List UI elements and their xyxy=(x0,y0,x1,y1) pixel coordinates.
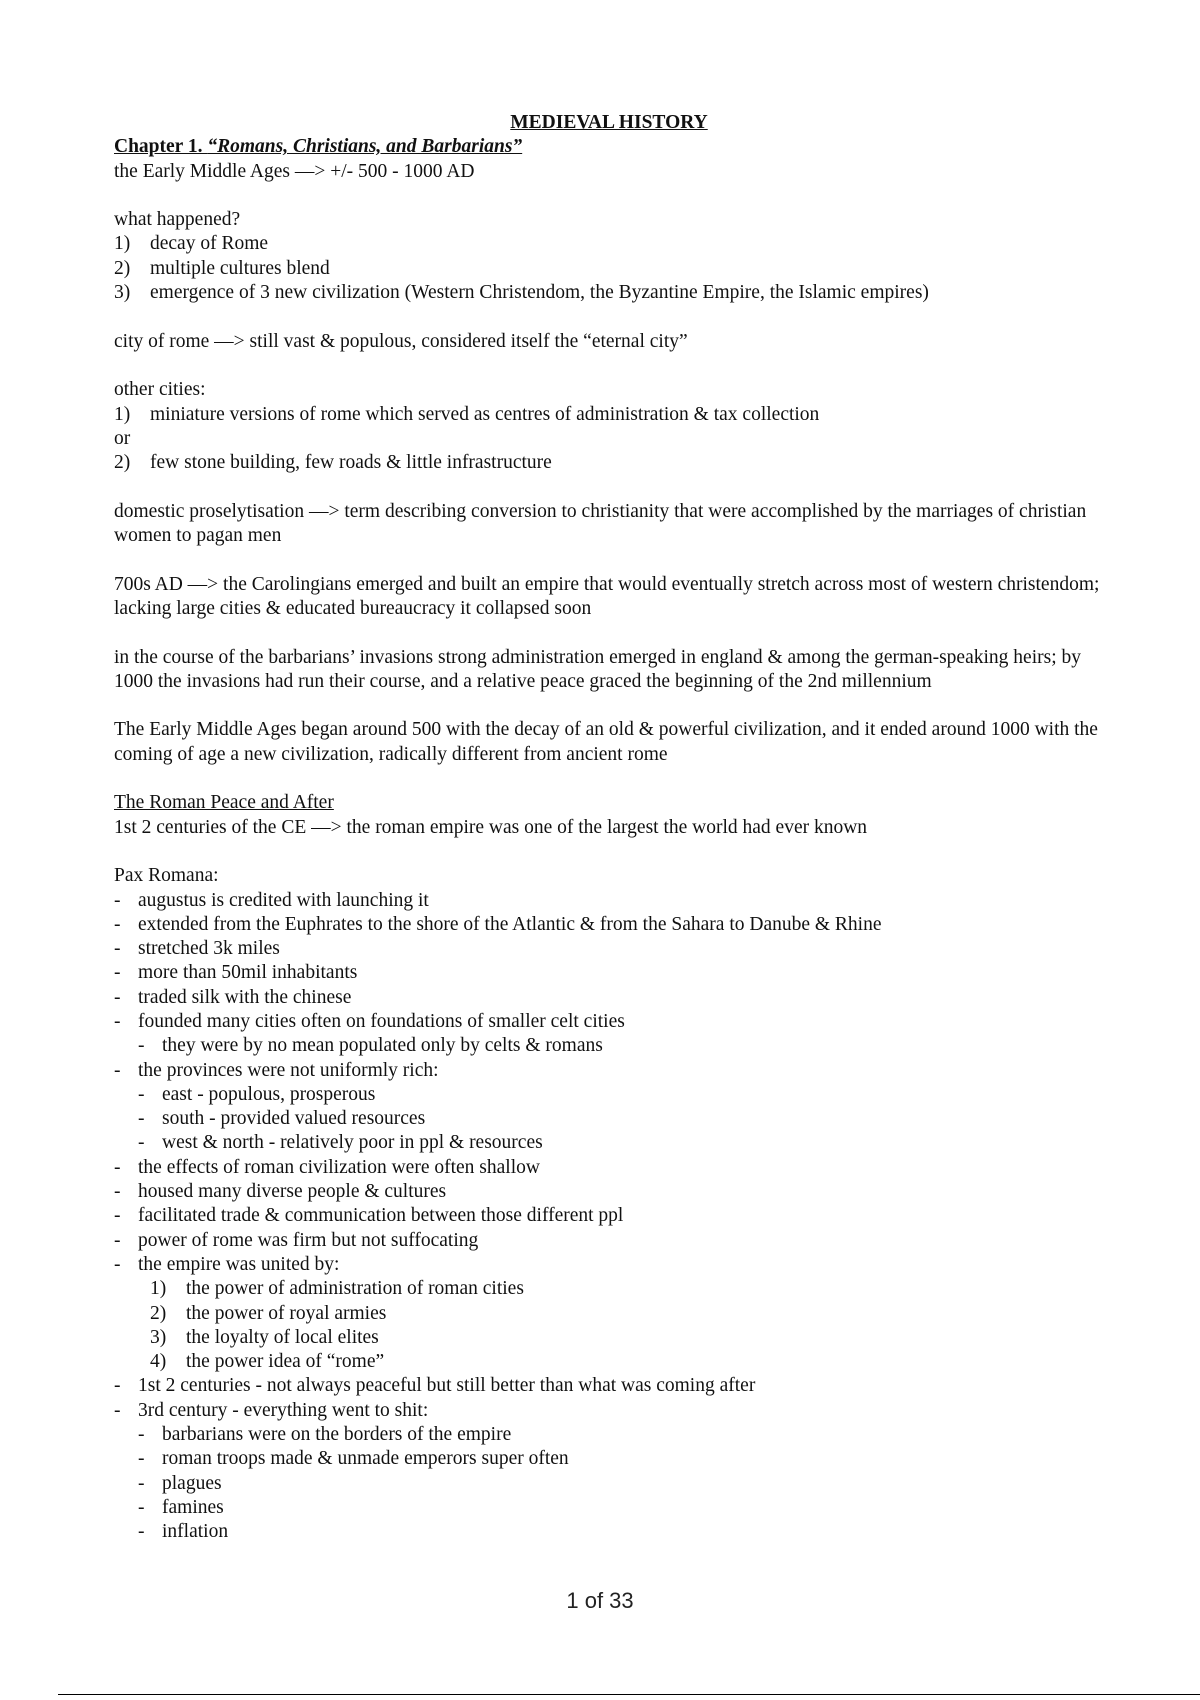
sub-bullet-item: - barbarians were on the borders of the empire xyxy=(138,1424,512,1446)
list-item: 2) few stone building, few roads & little infrastructure xyxy=(114,452,552,474)
sub-bullet-item: - east - populous, prosperous xyxy=(138,1083,376,1105)
sub-bullet-item: - south - provided valued resources xyxy=(138,1108,426,1130)
or-text: or xyxy=(114,427,131,449)
list-item: 3) emergence of 3 new civilization (Western Christendom, the Byzantine Empire, the Islamic empires) xyxy=(114,282,929,304)
chapter-prefix: Chapter 1. xyxy=(114,136,208,158)
bullet-item: - facilitated trade & communication between those different ppl xyxy=(114,1205,624,1227)
list-item: 1) decay of Rome xyxy=(114,233,269,255)
list-item: 2) multiple cultures blend xyxy=(114,257,330,279)
page-number: 1 of 33 xyxy=(566,1588,634,1613)
city-of-rome-note: city of rome —> still vast & populous, considered itself the “eternal city” xyxy=(114,330,688,352)
bullet-item: - the provinces were not uniformly rich: xyxy=(114,1059,439,1081)
list-item: 1) miniature versions of rome which served as centres of administration & tax collection xyxy=(114,403,820,425)
sub-bullet-item: - they were by no mean populated only by celts & romans xyxy=(138,1035,603,1057)
bottom-divider xyxy=(58,1694,1200,1695)
bullet-item: - more than 50mil inhabitants xyxy=(114,962,358,984)
other-cities-heading: other cities: xyxy=(114,379,206,401)
numbered-sub-item: 2) the power of royal armies xyxy=(150,1302,387,1324)
paragraph-carolingians: 700s AD —> the Carolingians emerged and built an empire that would eventually stretch across most of western christendom; lacking large cities & educated bureaucracy it collapsed soon xyxy=(114,573,1100,619)
bullet-item: - the effects of roman civilization were often shallow xyxy=(114,1156,540,1178)
sub-bullet-item: - roman troops made & unmade emperors super often xyxy=(138,1448,569,1470)
section-heading: The Roman Peace and After xyxy=(114,792,334,814)
bullet-item: - augustus is credited with launching it xyxy=(114,889,429,911)
page-title: MEDIEVAL HISTORY xyxy=(510,112,708,133)
numbered-sub-item: 4) the power idea of “rome” xyxy=(150,1351,385,1373)
sub-bullet-item: - famines xyxy=(138,1496,224,1518)
chapter-heading xyxy=(114,135,1104,159)
paragraph-early-middle-ages: The Early Middle Ages began around 500 with the decay of an old & powerful civilization, and it ended around 1000 with the coming of age a new civilization, radically different from ancient rome xyxy=(114,719,1098,765)
bullet-item: - extended from the Euphrates to the shore of the Atlantic & from the Sahara to Danube & Rhine xyxy=(114,913,882,935)
bullet-item: - founded many cities often on foundations of smaller celt cities xyxy=(114,1010,625,1032)
section-intro: 1st 2 centuries of the CE —> the roman empire was one of the largest the world had ever known xyxy=(114,816,868,838)
what-happened-heading: what happened? xyxy=(114,209,241,231)
sub-bullet-item: - plagues xyxy=(138,1472,222,1494)
chapter-subtitle: the Early Middle Ages —> +/- 500 - 1000 AD xyxy=(114,160,475,182)
numbered-sub-item: 1) the power of administration of roman cities xyxy=(150,1278,524,1300)
paragraph-invasions: in the course of the barbarians’ invasions strong administration emerged in england & among the german-speaking heirs; by 1000 the invasions had run their course, and a relative peace graced the beginning of the 2nd millennium xyxy=(114,646,1081,692)
bullet-item: - the empire was united by: xyxy=(114,1253,340,1275)
bullet-item: - 1st 2 centuries - not always peaceful but still better than what was coming after xyxy=(114,1375,756,1397)
bullet-item: - 3rd century - everything went to shit: xyxy=(114,1399,429,1421)
bullet-item: - power of rome was firm but not suffocating xyxy=(114,1229,479,1251)
chapter-name: “Romans, Christians, and Barbarians” xyxy=(207,136,523,158)
paragraph-proselytisation: domestic proselytisation —> term describing conversion to christianity that were accomplished by the marriages of christian women to pagan men xyxy=(114,500,1087,547)
pax-romana-heading: Pax Romana: xyxy=(114,865,219,887)
bullet-item: - stretched 3k miles xyxy=(114,938,280,960)
numbered-sub-item: 3) the loyalty of local elites xyxy=(150,1326,379,1348)
bullet-item: - traded silk with the chinese xyxy=(114,986,352,1008)
sub-bullet-item: - west & north - relatively poor in ppl & resources xyxy=(138,1132,543,1154)
bullet-item: - housed many diverse people & cultures xyxy=(114,1181,447,1203)
sub-bullet-item: - inflation xyxy=(138,1521,229,1543)
document-page xyxy=(114,111,1104,1545)
